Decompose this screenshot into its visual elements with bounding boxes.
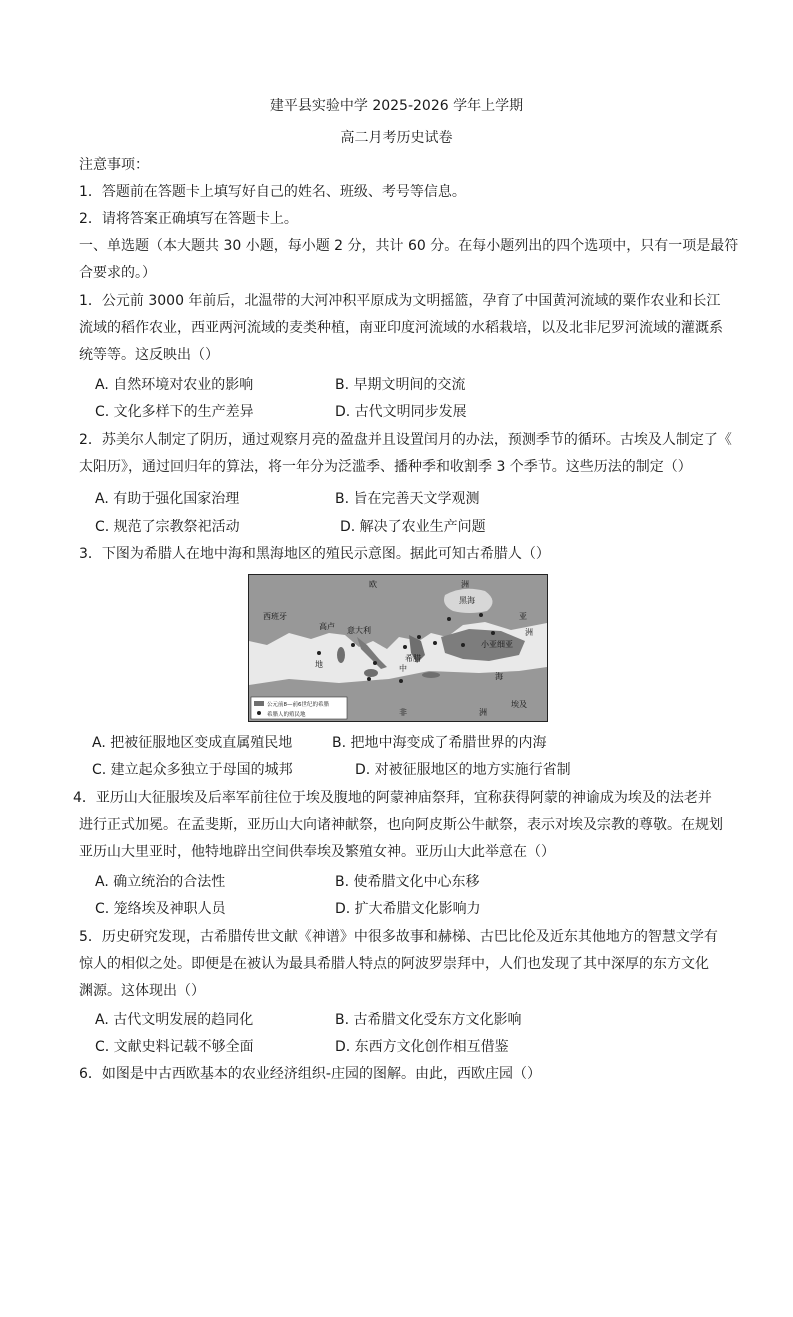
question-1-option-d[interactable]: D. 古代文明同步发展 (335, 404, 467, 420)
question-5-line-2: 惊人的相似之处。即便是在被认为最具希腊人特点的阿波罗崇拜中，人们也发现了其中深厚的东方文化 (79, 956, 709, 972)
question-1-option-c[interactable]: C. 文化多样下的生产差异 (95, 404, 254, 420)
map-label: 高卢 (319, 622, 335, 631)
question-6-line-1: 6．如图是中古西欧基本的农业经济组织-庄园的图解。由此，西欧庄园（） (79, 1066, 541, 1082)
map-label: 洲 (461, 580, 469, 589)
question-4-line-3: 亚历山大里亚时，他特地辟出空间供奉埃及繁殖女神。亚历山大此举意在（） (79, 844, 555, 860)
question-4-option-d[interactable]: D. 扩大希腊文化影响力 (335, 901, 481, 917)
question-5-option-d[interactable]: D. 东西方文化创作相互借鉴 (335, 1039, 509, 1055)
question-3-line-1: 3．下图为希腊人在地中海和黑海地区的殖民示意图。据此可知古希腊人（） (79, 546, 550, 562)
question-2-option-c[interactable]: C. 规范了宗教祭祀活动 (95, 519, 240, 535)
map-label: 非 (399, 708, 407, 717)
question-1-line-2: 流域的稻作农业，西亚两河流域的麦类种植，南亚印度河流域的水稻栽培，以及北非尼罗河流域的灌溉系 (79, 320, 723, 336)
colonization-map (248, 574, 548, 722)
map-label: 西班牙 (263, 612, 287, 621)
question-4-option-c[interactable]: C. 笼络埃及神职人员 (95, 901, 226, 917)
section-instruction-line-2: 合要求的。） (79, 265, 156, 281)
question-3-option-d[interactable]: D. 对被征服地区的地方实施行省制 (355, 762, 571, 778)
question-4-line-1: 4．亚历山大征服埃及后率军前往位于埃及腹地的阿蒙神庙祭拜，宜称获得阿蒙的神谕成为埃及的法老并 (73, 790, 712, 806)
question-1-option-a[interactable]: A. 自然环境对农业的影响 (95, 377, 254, 393)
map-label: 小亚细亚 (481, 640, 513, 649)
map-label: 洲 (479, 708, 487, 717)
exam-title: 高二月考历史试卷 (340, 130, 453, 146)
map-label: 亚 (519, 612, 527, 621)
map-label: 黑海 (459, 596, 475, 605)
question-5-line-3: 渊源。这体现出（） (79, 983, 205, 999)
question-2-option-d[interactable]: D. 解决了农业生产问题 (340, 519, 486, 535)
question-1-option-b[interactable]: B. 早期文明间的交流 (335, 377, 466, 393)
map-label: 希腊 (405, 654, 421, 663)
question-5-option-a[interactable]: A. 古代文明发展的趋同化 (95, 1012, 254, 1028)
notes-title: 注意事项： (79, 157, 149, 173)
question-5-option-b[interactable]: B. 古希腊文化受东方文化影响 (335, 1012, 522, 1028)
map-label: 海 (495, 672, 503, 681)
map-label: 意大利 (347, 626, 371, 635)
map-legend-item: 公元前8—前6世纪的希腊 (267, 702, 329, 708)
question-2-line-1: 2．苏美尔人制定了阴历，通过观察月亮的盈盘并且设置闰月的办法，预测季节的循环。古埃及人制定了《 (79, 432, 732, 448)
map-label: 埃及 (511, 700, 527, 709)
question-3-option-b[interactable]: B. 把地中海变成了希腊世界的内海 (332, 735, 547, 751)
map-label: 洲 (525, 628, 533, 637)
map-legend-item: 希腊人的殖民地 (267, 712, 306, 718)
question-3-option-c[interactable]: C. 建立起众多独立于母国的城邦 (92, 762, 293, 778)
question-4-option-a[interactable]: A. 确立统治的合法性 (95, 874, 226, 890)
question-2-line-2: 太阳历》，通过回归年的算法，将一年分为泛滥季、播种季和收割季 3 个季节。这些历法的制定（） (79, 459, 692, 475)
map-label: 欧 (369, 580, 377, 589)
question-2-option-a[interactable]: A. 有助于强化国家治理 (95, 491, 240, 507)
question-4-option-b[interactable]: B. 使希腊文化中心东移 (335, 874, 480, 890)
map-label: 中 (399, 664, 407, 673)
question-5-line-1: 5．历史研究发现，古希腊传世文献《神谱》中很多故事和赫梯、古巴比伦及近东其他地方的智慧文学有 (79, 929, 718, 945)
question-5-option-c[interactable]: C. 文献史料记载不够全面 (95, 1039, 254, 1055)
question-1-line-1: 1．公元前 3000 年前后，北温带的大河冲积平原成为文明摇篮，孕育了中国黄河流域的粟作农业和长江 (79, 293, 721, 309)
question-4-line-2: 进行正式加冕。在孟斐斯，亚历山大向诸神献祭，也向阿皮斯公牛献祭，表示对埃及宗教的尊敬。在规划 (79, 817, 723, 833)
note-item-2: 2．请将答案正确填写在答题卡上。 (79, 211, 298, 227)
question-3-option-a[interactable]: A. 把被征服地区变成直属殖民地 (92, 735, 293, 751)
section-instruction-line-1: 一、单选题（本大题共 30 小题，每小题 2 分，共计 60 分。在每小题列出的四个选项中，只有一项是最符 (79, 238, 739, 254)
question-2-option-b[interactable]: B. 旨在完善天文学观测 (335, 491, 480, 507)
note-item-1: 1．答题前在答题卡上填写好自己的姓名、班级、考号等信息。 (79, 184, 466, 200)
school-title: 建平县实验中学 2025-2026 学年上学期 (269, 98, 524, 114)
map-label: 地 (315, 660, 323, 669)
question-1-line-3: 统等等。这反映出（） (79, 347, 219, 363)
